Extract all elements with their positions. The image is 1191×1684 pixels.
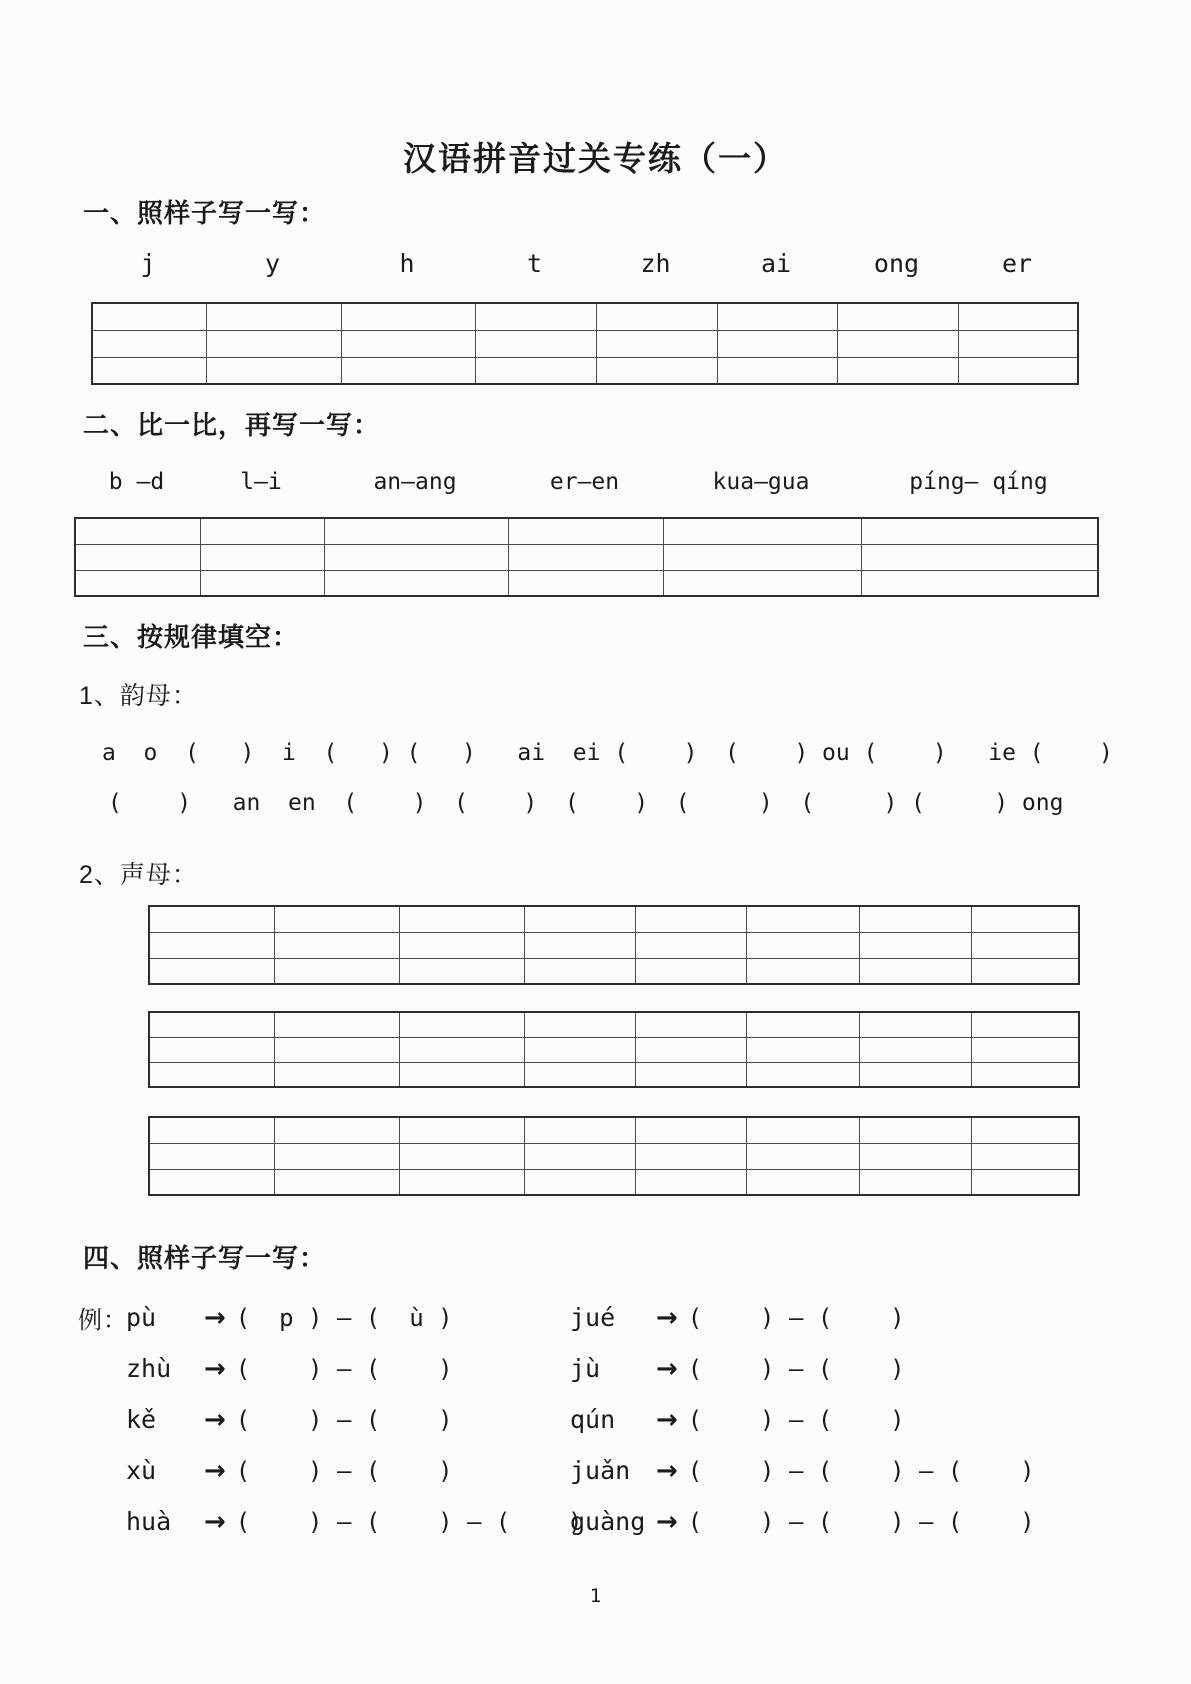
- answer-cell: [524, 932, 635, 958]
- answer-cell: [149, 906, 274, 932]
- answer-cell: [274, 932, 399, 958]
- answer-cell: [149, 1117, 274, 1143]
- answer-cell: [274, 906, 399, 932]
- arrow-icon: →: [204, 1404, 226, 1435]
- blank-groups: ( ) — ( ): [687, 1303, 905, 1332]
- answer-cell: [971, 1117, 1079, 1143]
- answer-cell: [524, 906, 635, 932]
- answer-cell: [746, 958, 859, 984]
- answer-cell: [524, 958, 635, 984]
- pinyin-split-row: [78, 1394, 583, 1445]
- answer-cell: [274, 1143, 399, 1169]
- answer-cell: [475, 303, 596, 330]
- answer-cell: [75, 570, 200, 596]
- section4-heading: 四、照样子写一写：: [83, 1243, 327, 1273]
- answer-cell: [399, 906, 524, 932]
- answer-cell: [324, 544, 508, 570]
- answer-cell: [746, 906, 859, 932]
- answer-cell: [635, 1117, 746, 1143]
- answer-cell: [746, 932, 859, 958]
- pinyin-word: zhù: [126, 1354, 172, 1383]
- yunmu-label: 1、韵母：: [79, 682, 198, 710]
- page-number: 1: [589, 1585, 602, 1607]
- blank-groups: ( ) — ( ): [235, 1405, 453, 1434]
- pinyin-word: jù: [570, 1354, 601, 1383]
- answer-cell: [717, 330, 837, 357]
- blank-groups: ( p ) — ( ù ): [235, 1303, 453, 1332]
- answer-cell: [859, 958, 971, 984]
- pinyin-split-row: [78, 1445, 583, 1496]
- arrow-icon: →: [204, 1506, 226, 1537]
- answer-cell: [859, 1117, 971, 1143]
- answer-cell: [200, 570, 324, 596]
- answer-cell: [861, 518, 1098, 544]
- answer-cell: [399, 932, 524, 958]
- header-letter: t: [526, 249, 543, 278]
- answer-cell: [341, 303, 475, 330]
- header-letter: ai: [760, 249, 792, 278]
- pinyin-split-row: [570, 1445, 1035, 1496]
- header-letter: zh: [640, 249, 671, 278]
- pinyin-split-row: [78, 1496, 583, 1547]
- answer-cell: [92, 303, 206, 330]
- blank-groups: ( ) — ( ) — ( ): [235, 1507, 583, 1536]
- answer-cell: [596, 303, 717, 330]
- section1-heading: 一、照样子写一写：: [83, 198, 327, 228]
- pinyin-word: guàng: [570, 1507, 646, 1536]
- answer-cell: [399, 1117, 524, 1143]
- section2-answer-table: [74, 517, 1099, 597]
- blank-groups: ( ) — ( ): [687, 1354, 905, 1383]
- answer-cell: [524, 1117, 635, 1143]
- pinyin-split-row: [570, 1394, 1035, 1445]
- answer-cell: [149, 1012, 274, 1037]
- pair-label: píng— qíng: [909, 469, 1048, 495]
- header-letter: er: [1001, 249, 1033, 278]
- answer-cell: [635, 1143, 746, 1169]
- answer-cell: [200, 544, 324, 570]
- answer-cell: [149, 1062, 274, 1087]
- pinyin-split-row: [570, 1292, 1035, 1343]
- answer-cell: [524, 1012, 635, 1037]
- answer-cell: [274, 1117, 399, 1143]
- answer-cell: [859, 1062, 971, 1087]
- answer-cell: [524, 1037, 635, 1062]
- pinyin-word: huà: [126, 1507, 172, 1536]
- header-letter: y: [264, 249, 281, 278]
- answer-cell: [859, 932, 971, 958]
- yunmu-line-2: ( ) an en ( ) ( ) ( ) ( ) ( ) ( ) ong: [108, 790, 1064, 816]
- shengmu-table-2: [148, 1011, 1080, 1088]
- answer-cell: [861, 570, 1098, 596]
- answer-cell: [92, 357, 206, 384]
- pinyin-word: qún: [570, 1405, 616, 1434]
- answer-cell: [524, 1143, 635, 1169]
- answer-cell: [341, 357, 475, 384]
- answer-cell: [859, 1037, 971, 1062]
- answer-cell: [635, 1062, 746, 1087]
- answer-cell: [399, 1037, 524, 1062]
- answer-cell: [274, 958, 399, 984]
- page-title: 汉语拼音过关专练（一）: [403, 140, 788, 177]
- pair-label: er—en: [549, 469, 620, 495]
- answer-cell: [663, 570, 861, 596]
- answer-cell: [206, 303, 341, 330]
- pinyin-word: xù: [126, 1456, 157, 1485]
- answer-cell: [399, 1012, 524, 1037]
- answer-cell: [837, 303, 958, 330]
- answer-cell: [971, 1143, 1079, 1169]
- answer-cell: [274, 1012, 399, 1037]
- answer-cell: [859, 1169, 971, 1195]
- pair-label: an—ang: [373, 469, 457, 495]
- blank-groups: ( ) — ( ): [235, 1456, 453, 1485]
- answer-cell: [746, 1062, 859, 1087]
- answer-cell: [324, 570, 508, 596]
- answer-cell: [75, 544, 200, 570]
- answer-cell: [958, 303, 1078, 330]
- answer-cell: [635, 1037, 746, 1062]
- arrow-icon: →: [656, 1353, 678, 1384]
- arrow-icon: →: [656, 1455, 678, 1486]
- answer-cell: [149, 1037, 274, 1062]
- answer-cell: [92, 330, 206, 357]
- answer-cell: [596, 330, 717, 357]
- answer-cell: [274, 1062, 399, 1087]
- answer-cell: [341, 330, 475, 357]
- pinyin-word: pù: [126, 1303, 157, 1332]
- answer-cell: [399, 1169, 524, 1195]
- answer-cell: [971, 1012, 1079, 1037]
- shengmu-table-1: [148, 905, 1080, 985]
- answer-cell: [149, 1169, 274, 1195]
- answer-cell: [399, 1143, 524, 1169]
- answer-cell: [971, 1062, 1079, 1087]
- answer-cell: [746, 1143, 859, 1169]
- answer-cell: [596, 357, 717, 384]
- shengmu-table-3: [148, 1116, 1080, 1196]
- section1-letter-row: [91, 249, 1077, 278]
- header-letter: ong: [873, 249, 920, 278]
- answer-cell: [508, 518, 663, 544]
- pinyin-word: juǎn: [570, 1456, 631, 1485]
- pinyin-word: kě: [126, 1405, 157, 1434]
- section3-heading: 三、按规律填空：: [83, 622, 300, 652]
- answer-cell: [746, 1037, 859, 1062]
- answer-cell: [399, 1062, 524, 1087]
- arrow-icon: →: [204, 1353, 226, 1384]
- answer-cell: [717, 303, 837, 330]
- answer-cell: [149, 1143, 274, 1169]
- answer-cell: [971, 1037, 1079, 1062]
- example-label: 例：: [78, 1307, 128, 1334]
- answer-cell: [746, 1169, 859, 1195]
- answer-cell: [635, 932, 746, 958]
- answer-cell: [475, 330, 596, 357]
- answer-cell: [524, 1169, 635, 1195]
- answer-cell: [717, 357, 837, 384]
- answer-cell: [635, 958, 746, 984]
- answer-cell: [508, 570, 663, 596]
- answer-cell: [508, 544, 663, 570]
- blank-groups: ( ) — ( ) — ( ): [687, 1507, 1035, 1536]
- pinyin-split-row: [570, 1343, 1035, 1394]
- section2-pair-row: [74, 469, 1097, 495]
- answer-cell: [475, 357, 596, 384]
- pair-label: b —d: [108, 469, 165, 495]
- answer-cell: [206, 357, 341, 384]
- section4-left-column: [78, 1292, 583, 1547]
- yunmu-line-1: a o ( ) i ( ) ( ) ai ei ( ) ( ) ou ( ) ie ( ): [102, 740, 1113, 766]
- answer-cell: [663, 544, 861, 570]
- answer-cell: [399, 958, 524, 984]
- answer-cell: [75, 518, 200, 544]
- pinyin-word: jué: [570, 1303, 616, 1332]
- arrow-icon: →: [656, 1506, 678, 1537]
- pinyin-split-row: [78, 1292, 583, 1343]
- blank-groups: ( ) — ( ) — ( ): [687, 1456, 1035, 1485]
- answer-cell: [859, 1012, 971, 1037]
- section1-answer-table: [91, 302, 1079, 385]
- answer-cell: [859, 906, 971, 932]
- answer-cell: [971, 906, 1079, 932]
- answer-cell: [837, 330, 958, 357]
- blank-groups: ( ) — ( ): [687, 1405, 905, 1434]
- answer-cell: [971, 958, 1079, 984]
- answer-cell: [861, 544, 1098, 570]
- header-letter: j: [140, 249, 156, 278]
- answer-cell: [958, 357, 1078, 384]
- blank-groups: ( ) — ( ): [235, 1354, 453, 1383]
- answer-cell: [635, 906, 746, 932]
- answer-cell: [200, 518, 324, 544]
- answer-cell: [524, 1062, 635, 1087]
- answer-cell: [859, 1143, 971, 1169]
- answer-cell: [635, 1169, 746, 1195]
- pair-label: kua—gua: [712, 469, 810, 495]
- answer-cell: [958, 330, 1078, 357]
- answer-cell: [274, 1037, 399, 1062]
- arrow-icon: →: [656, 1404, 678, 1435]
- section4-right-column: [570, 1292, 1035, 1547]
- pinyin-split-row: [78, 1343, 583, 1394]
- arrow-icon: →: [656, 1302, 678, 1333]
- shengmu-label: 2、声母：: [79, 861, 198, 889]
- answer-cell: [274, 1169, 399, 1195]
- answer-cell: [206, 330, 341, 357]
- answer-cell: [971, 932, 1079, 958]
- pinyin-split-row: [570, 1496, 1035, 1547]
- pair-label: l—i: [240, 469, 282, 495]
- answer-cell: [149, 958, 274, 984]
- answer-cell: [635, 1012, 746, 1037]
- answer-cell: [971, 1169, 1079, 1195]
- header-letter: h: [399, 249, 415, 278]
- answer-cell: [837, 357, 958, 384]
- answer-cell: [663, 518, 861, 544]
- arrow-icon: →: [204, 1455, 226, 1486]
- section2-heading: 二、比一比，再写一写：: [83, 410, 381, 440]
- answer-cell: [746, 1012, 859, 1037]
- arrow-icon: →: [204, 1302, 226, 1333]
- answer-cell: [746, 1117, 859, 1143]
- answer-cell: [324, 518, 508, 544]
- answer-cell: [149, 932, 274, 958]
